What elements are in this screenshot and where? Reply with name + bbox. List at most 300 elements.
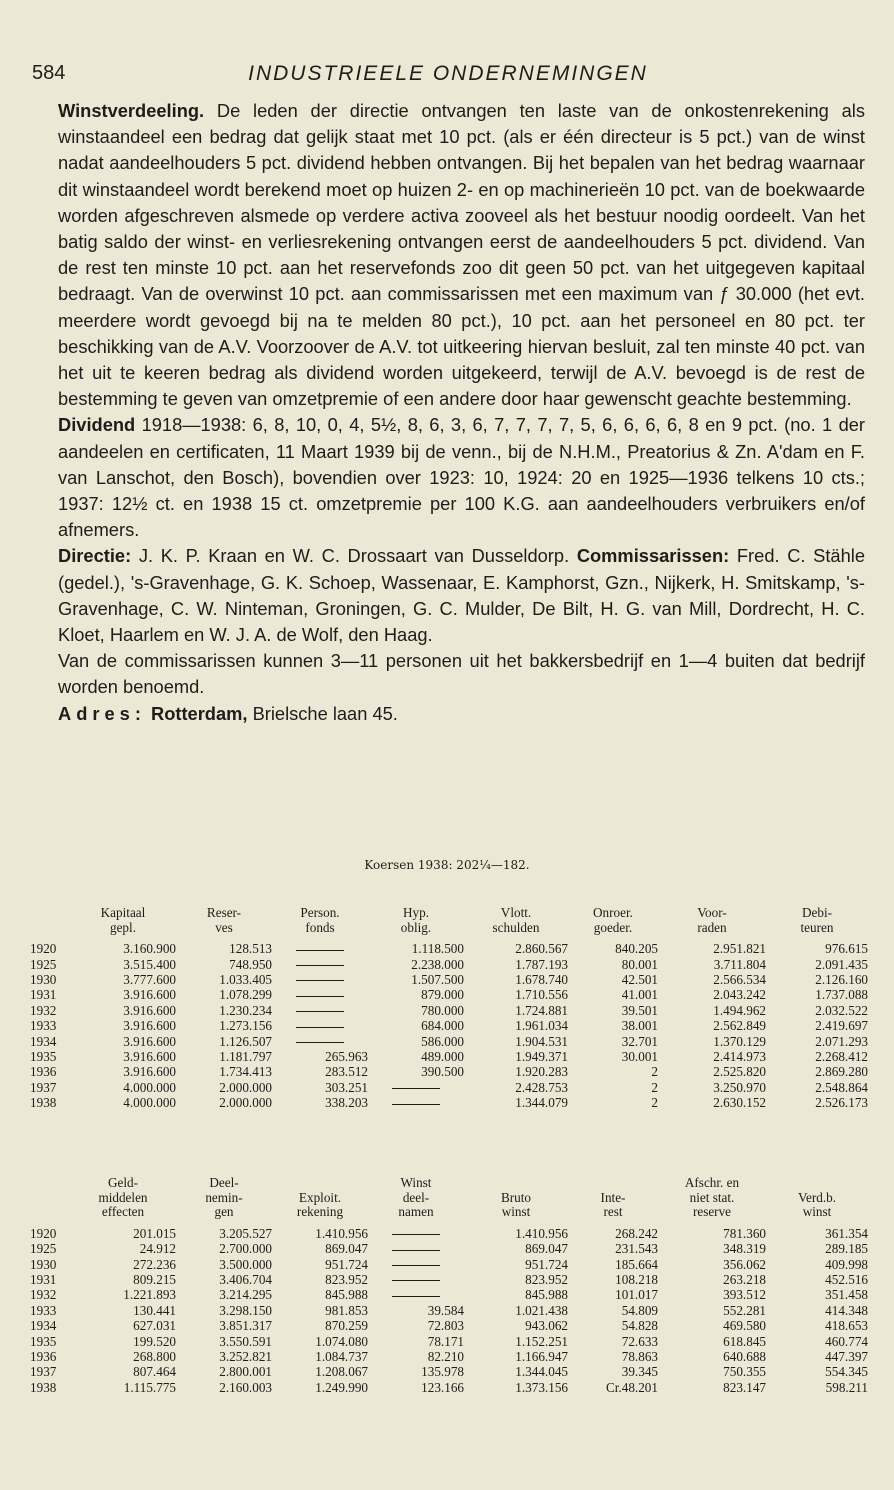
value-cell: 1.410.956: [315, 1225, 368, 1241]
value-cell: 1.370.129: [713, 1033, 766, 1049]
value-cell: 1.074.080: [315, 1333, 368, 1349]
table-header-row: [30, 906, 868, 941]
value-cell: [368, 1287, 464, 1302]
value-cell: 1.249.990: [315, 1379, 368, 1395]
column-header: [658, 1176, 766, 1226]
empty-dash: [392, 1250, 440, 1251]
value-cell: 2.000.000: [219, 1079, 272, 1095]
header-cell: [30, 1176, 70, 1226]
value-cell: 2.419.697: [815, 1018, 868, 1034]
value-cell: 460.774: [825, 1333, 868, 1349]
value-cell: 123.166: [421, 1379, 464, 1395]
value-cell: 618.845: [723, 1333, 766, 1349]
results-table: [30, 1176, 868, 1395]
value-cell: [272, 1018, 368, 1033]
column-header: [368, 906, 464, 941]
value-cell: 201.015: [133, 1225, 176, 1241]
value-cell: 2.238.000: [411, 956, 464, 972]
value-cell: 2.000.000: [219, 1095, 272, 1111]
value-cell: 489.000: [421, 1049, 464, 1065]
body-text: [58, 98, 865, 727]
value-cell: 3.916.600: [123, 987, 176, 1003]
value-cell: 447.397: [825, 1349, 868, 1365]
empty-dash: [296, 980, 344, 981]
value-cell: 2.043.242: [713, 987, 766, 1003]
value-cell: 1.724.881: [515, 1002, 568, 1018]
empty-dash: [296, 1027, 344, 1028]
column-header-line: Winst: [400, 1175, 432, 1190]
column-header-line: effecten: [101, 1204, 145, 1220]
column-header-line: namen: [398, 1204, 434, 1220]
empty-dash: [392, 1280, 440, 1281]
value-cell: 869.047: [525, 1241, 568, 1257]
value-cell: 3.406.704: [219, 1272, 272, 1287]
table-row: [30, 1287, 868, 1302]
value-cell: 3.298.150: [219, 1302, 272, 1318]
column-header-line: Person.: [300, 905, 340, 920]
value-cell: 4.000.000: [123, 1095, 176, 1111]
column-header-line: Reser-: [206, 905, 242, 920]
empty-dash: [296, 1011, 344, 1012]
value-cell: 943.062: [525, 1318, 568, 1334]
column-header-line: goeder.: [593, 919, 633, 935]
value-cell: 3.205.527: [219, 1225, 272, 1241]
table-row: [30, 1080, 868, 1095]
value-cell: 1.949.371: [515, 1049, 568, 1065]
value-cell: 2: [651, 1095, 658, 1111]
value-cell: 2.562.849: [713, 1018, 766, 1034]
value-cell: 32.701: [621, 1033, 658, 1049]
value-cell: 72.633: [621, 1333, 658, 1349]
koersen-line: Koersen 1938: 202¼—182.: [364, 858, 530, 872]
value-cell: 289.185: [825, 1241, 868, 1257]
value-cell: 418.653: [825, 1318, 868, 1334]
value-cell: 390.500: [421, 1064, 464, 1080]
value-cell: 2.071.293: [815, 1033, 868, 1049]
value-cell: 135.978: [421, 1364, 464, 1380]
column-header-line: deel-: [402, 1189, 430, 1205]
value-cell: 199.520: [133, 1333, 176, 1349]
value-cell: 3.916.600: [123, 1049, 176, 1065]
paragraph-text: 1918—1938: 6, 8, 10, 0, 4, 5½, 8, 6, 3, 6, 7, 7, 7, 7, 5, 6, 6, 6, 6, 8 en 9 pct. (no. 1 der aandeelen en certificaten, 11 Maart 1939 bij de venn., bij de N.H.M., Preatorius & Zn. A'dam en F. van Lanschot, den Bosch), bovendien over 1923: 10, 1924: 20 en 1925—1936 telkens 10 cts.; 1937: 12½ ct. en 1938 15 ct. omzetpremie per 100 K.G. aan aandeelhouders verbruikers en/of afnemers.: [58, 414, 865, 541]
value-cell: 845.988: [325, 1287, 368, 1303]
column-header-line: teuren: [800, 919, 834, 935]
table-row: [30, 1226, 868, 1241]
value-cell: 552.281: [723, 1302, 766, 1318]
table-row: [30, 1303, 868, 1318]
empty-dash: [392, 1088, 440, 1089]
year-cell: 1933: [30, 1018, 57, 1034]
value-cell: 1.084.737: [315, 1349, 368, 1365]
column-header: [568, 1176, 658, 1226]
empty-dash: [296, 950, 344, 951]
column-header-line: middelen: [98, 1189, 148, 1205]
value-cell: 38.001: [621, 1018, 658, 1034]
value-cell: 72.803: [427, 1318, 464, 1334]
column-header-line: oblig.: [400, 919, 432, 935]
column-header-line: nemin-: [205, 1189, 243, 1205]
column-header-line: Vlott.: [500, 905, 532, 920]
value-cell: 3.250.970: [713, 1079, 766, 1095]
page-number: 584: [32, 62, 66, 84]
value-cell: 870.259: [325, 1318, 368, 1334]
value-cell: 586.000: [421, 1033, 464, 1049]
value-cell: 3.916.600: [123, 1033, 176, 1049]
column-header-line: raden: [697, 919, 727, 935]
paragraph-winstverdeeling: [58, 98, 865, 412]
value-cell: 627.031: [133, 1318, 176, 1334]
value-cell: [368, 1226, 464, 1241]
column-header-line: Deel-: [209, 1175, 239, 1190]
column-header-line: rest: [603, 1204, 623, 1220]
value-cell: 3.160.900: [123, 941, 176, 957]
value-cell: 268.242: [615, 1225, 658, 1241]
year-cell: 1933: [30, 1302, 57, 1318]
value-cell: 869.047: [325, 1241, 368, 1257]
value-cell: [272, 972, 368, 987]
value-cell: 1.373.156: [515, 1379, 568, 1395]
value-cell: [368, 1272, 464, 1287]
value-cell: 1.678.740: [515, 972, 568, 987]
year-cell: 1931: [30, 987, 57, 1003]
value-cell: 1.221.893: [123, 1287, 176, 1303]
table-row: [30, 1334, 868, 1349]
value-cell: [272, 1034, 368, 1049]
empty-dash: [392, 1296, 440, 1297]
value-cell: 1.344.045: [515, 1364, 568, 1380]
value-cell: 780.000: [421, 1002, 464, 1018]
balance-table: [30, 906, 868, 1111]
value-cell: [272, 941, 368, 956]
value-cell: 2: [651, 1079, 658, 1095]
value-cell: 24.912: [139, 1241, 176, 1257]
value-cell: [368, 1241, 464, 1256]
column-header-line: ves: [215, 919, 233, 935]
year-cell: 1925: [30, 1241, 57, 1257]
column-header-line: [464, 1176, 568, 1191]
value-cell: 951.724: [525, 1256, 568, 1272]
value-cell: 1.737.088: [815, 987, 868, 1003]
value-cell: 3.851.317: [219, 1318, 272, 1334]
value-cell: 1.208.067: [315, 1364, 368, 1380]
table-row: [30, 1318, 868, 1333]
value-cell: 2: [651, 1064, 658, 1080]
value-cell: 2.548.864: [815, 1079, 868, 1095]
paragraph-dividend: [58, 412, 865, 543]
column-header: [568, 906, 658, 941]
value-cell: 2.566.534: [713, 972, 766, 987]
column-header: [176, 1176, 272, 1226]
empty-dash: [296, 965, 344, 966]
value-cell: 39.501: [621, 1002, 658, 1018]
value-cell: 263.218: [723, 1272, 766, 1287]
value-cell: 2.526.173: [815, 1095, 868, 1111]
value-cell: 2.126.160: [815, 972, 868, 987]
value-cell: 1.078.299: [219, 987, 272, 1003]
value-cell: [368, 1080, 464, 1095]
column-header: [464, 906, 568, 941]
value-cell: 1.181.797: [219, 1049, 272, 1065]
value-cell: 185.664: [615, 1256, 658, 1272]
column-header: [70, 1176, 176, 1226]
column-header-line: [568, 1176, 658, 1191]
paragraph-lead: Dividend: [58, 414, 136, 436]
value-cell: 2.951.821: [713, 941, 766, 957]
value-cell: 3.916.600: [123, 1064, 176, 1080]
value-cell: 684.000: [421, 1018, 464, 1034]
value-cell: 393.512: [723, 1287, 766, 1303]
year-cell: 1936: [30, 1349, 57, 1365]
paragraph-text: Brielsche laan 45.: [247, 702, 398, 724]
table-row: [30, 1349, 868, 1364]
value-cell: 2.860.567: [515, 941, 568, 957]
empty-dash: [392, 1104, 440, 1105]
value-cell: 879.000: [421, 987, 464, 1003]
value-cell: [368, 1257, 464, 1272]
value-cell: 1.344.079: [515, 1095, 568, 1111]
value-cell: 452.516: [825, 1272, 868, 1287]
paragraph-text: Van de commissarissen kunnen 3—11 personen uit het bakkersbedrijf en 1—4 buiten dat bedrijf worden benoemd.: [58, 650, 865, 698]
value-cell: 823.147: [723, 1379, 766, 1395]
value-cell: 1.920.283: [515, 1064, 568, 1080]
empty-dash: [392, 1265, 440, 1266]
value-cell: 2.160.003: [219, 1379, 272, 1395]
table-row: [30, 1380, 868, 1395]
value-cell: 2.428.753: [515, 1079, 568, 1095]
value-cell: 414.348: [825, 1302, 868, 1318]
empty-dash: [392, 1234, 440, 1235]
empty-dash: [296, 996, 344, 997]
value-cell: [368, 1095, 464, 1110]
value-cell: 101.017: [615, 1287, 658, 1303]
column-header-line: Onroer.: [593, 905, 633, 920]
year-cell: 1920: [30, 941, 57, 957]
value-cell: 272.236: [133, 1256, 176, 1272]
value-cell: 82.210: [427, 1349, 464, 1365]
empty-dash: [296, 1042, 344, 1043]
paragraph-lead: Commissarissen:: [576, 545, 730, 567]
value-cell: 2.869.280: [815, 1064, 868, 1080]
value-cell: 2.268.412: [815, 1049, 868, 1065]
value-cell: 1.021.438: [515, 1302, 568, 1318]
value-cell: 1.273.156: [219, 1018, 272, 1034]
value-cell: [272, 987, 368, 1002]
table-row: [30, 1257, 868, 1272]
value-cell: 1.118.500: [411, 941, 464, 957]
year-cell: 1937: [30, 1364, 57, 1380]
year-cell: 1938: [30, 1095, 57, 1111]
value-cell: 283.512: [325, 1064, 368, 1080]
value-cell: 108.218: [615, 1272, 658, 1287]
value-cell: 356.062: [723, 1256, 766, 1272]
value-cell: 3.515.400: [123, 956, 176, 972]
value-cell: 3.500.000: [219, 1256, 272, 1272]
year-cell: 1934: [30, 1318, 57, 1334]
value-cell: 807.464: [133, 1364, 176, 1380]
value-cell: 1.961.034: [515, 1018, 568, 1034]
value-cell: 39.584: [427, 1302, 464, 1318]
value-cell: 78.863: [621, 1349, 658, 1365]
paragraph-lead: Directie:: [58, 545, 132, 567]
year-cell: 1936: [30, 1064, 57, 1080]
column-header-line: Verd.b.: [797, 1189, 837, 1205]
year-cell: 1937: [30, 1079, 57, 1095]
column-header-line: Bruto: [500, 1189, 532, 1205]
value-cell: 128.513: [229, 941, 272, 957]
year-cell: 1932: [30, 1002, 57, 1018]
table-row: [30, 972, 868, 987]
value-cell: 1.126.507: [219, 1033, 272, 1049]
paragraph-adres: [58, 701, 865, 727]
column-header: [272, 1176, 368, 1226]
value-cell: 41.001: [621, 987, 658, 1003]
value-cell: 3.711.804: [713, 956, 766, 972]
paragraph-directie: [58, 543, 865, 648]
value-cell: 409.998: [825, 1256, 868, 1272]
value-cell: 265.963: [325, 1049, 368, 1065]
column-header: [368, 1176, 464, 1226]
value-cell: 3.214.295: [219, 1287, 272, 1303]
year-cell: 1938: [30, 1379, 57, 1395]
value-cell: 1.904.531: [515, 1033, 568, 1049]
column-header-line: reserve: [692, 1204, 732, 1220]
column-header-line: rekening: [296, 1204, 344, 1220]
value-cell: 3.777.600: [123, 972, 176, 987]
column-header-line: Geld-: [107, 1175, 139, 1190]
value-cell: 781.360: [723, 1225, 766, 1241]
column-header-line: gepl.: [109, 919, 136, 935]
column-header-line: [766, 1176, 868, 1191]
column-header-line: Hyp.: [402, 905, 429, 920]
year-cell: 1934: [30, 1033, 57, 1049]
value-cell: 2.414.973: [713, 1049, 766, 1065]
header-cell: [30, 906, 70, 941]
table-row: [30, 941, 868, 956]
year-cell: 1935: [30, 1333, 57, 1349]
value-cell: 1.787.193: [515, 956, 568, 972]
column-header-line: schulden: [492, 919, 540, 935]
value-cell: 338.203: [325, 1095, 368, 1111]
value-cell: Cr.48.201: [605, 1379, 658, 1395]
column-header-line: winst: [802, 1204, 832, 1220]
value-cell: [272, 957, 368, 972]
table-row: [30, 957, 868, 972]
paragraph-commissarissen: [58, 648, 865, 700]
value-cell: 823.952: [525, 1272, 568, 1287]
column-header: [766, 906, 868, 941]
value-cell: 554.345: [825, 1364, 868, 1380]
column-header-line: Debi-: [801, 905, 833, 920]
value-cell: 1.166.947: [515, 1349, 568, 1365]
value-cell: 54.809: [621, 1302, 658, 1318]
value-cell: 469.580: [723, 1318, 766, 1334]
value-cell: 351.458: [825, 1287, 868, 1303]
value-cell: 1.115.775: [123, 1379, 176, 1395]
value-cell: 809.215: [133, 1272, 176, 1287]
column-header-line: gen: [214, 1204, 234, 1220]
value-cell: 1.734.413: [219, 1064, 272, 1080]
table-row: [30, 1095, 868, 1110]
column-header-line: Inte-: [600, 1189, 626, 1205]
table-header-row: [30, 1176, 868, 1226]
column-header-line: Kapitaal: [100, 905, 146, 920]
year-cell: 1930: [30, 972, 57, 987]
column-header: [766, 1176, 868, 1226]
column-header: [70, 906, 176, 941]
column-header: [176, 906, 272, 941]
year-cell: 1920: [30, 1225, 57, 1241]
value-cell: 1.152.251: [515, 1333, 568, 1349]
year-cell: 1931: [30, 1272, 57, 1287]
value-cell: 1.710.556: [515, 987, 568, 1003]
table-row: [30, 1064, 868, 1079]
value-cell: 2.525.820: [713, 1064, 766, 1080]
page-header: [32, 62, 864, 88]
value-cell: 348.319: [723, 1241, 766, 1257]
column-header-line: fonds: [305, 919, 335, 935]
running-title: INDUSTRIEELE ONDERNEMINGEN: [248, 62, 648, 85]
column-header-line: Afschr. en: [684, 1175, 740, 1190]
value-cell: 750.355: [723, 1364, 766, 1380]
table-row: [30, 987, 868, 1002]
column-header: [272, 906, 368, 941]
value-cell: 3.550.591: [219, 1333, 272, 1349]
value-cell: 640.688: [723, 1349, 766, 1365]
column-header-line: Voor-: [697, 905, 727, 920]
value-cell: 1.230.234: [219, 1002, 272, 1018]
column-header-line: niet stat.: [689, 1189, 735, 1205]
table-row: [30, 1272, 868, 1287]
value-cell: 80.001: [621, 956, 658, 972]
table-row: [30, 1003, 868, 1018]
value-cell: [272, 1003, 368, 1018]
year-cell: 1930: [30, 1256, 57, 1272]
year-cell: 1932: [30, 1287, 57, 1303]
value-cell: 2.800.001: [219, 1364, 272, 1380]
table-row: [30, 1018, 868, 1033]
value-cell: 2.700.000: [219, 1241, 272, 1257]
table-row: [30, 1034, 868, 1049]
column-header-line: winst: [501, 1204, 531, 1220]
value-cell: 2.091.435: [815, 956, 868, 972]
value-cell: 2.630.152: [713, 1095, 766, 1111]
value-cell: 748.950: [229, 956, 272, 972]
value-cell: 2.032.522: [815, 1002, 868, 1018]
year-cell: 1925: [30, 956, 57, 972]
column-header-line: Exploit.: [298, 1189, 342, 1205]
address-city: Rotterdam,: [145, 702, 248, 724]
value-cell: 1.494.962: [713, 1002, 766, 1018]
column-header-line: [272, 1176, 368, 1191]
value-cell: 303.251: [325, 1079, 368, 1095]
table-row: [30, 1364, 868, 1379]
value-cell: 4.000.000: [123, 1079, 176, 1095]
value-cell: 1.410.956: [515, 1225, 568, 1241]
paragraph-text: J. K. P. Kraan en W. C. Drossaart van Dusseldorp.: [131, 545, 577, 567]
paragraph-text: De leden der directie ontvangen ten laste van de onkostenrekening als winstaandeel een bedrag dat gelijk staat met 10 pct. (als er één directeur is 5 pct.) van de winst nadat aandeelhouders 5 pct. dividend hebben ontvangen. Bij het bepalen van het bedrag waarnaar dit winstaandeel wordt berekend moet op huizen 2- en op machinerieën 10 pct. van de boekwaarde worden afgeschreven alsmede op verdere activa zooveel als het bestuur noodig oordeelt. Van het batig saldo der winst- en verliesrekening ontvangen eerst de aandeelhouders 5 pct. dividend. Van de rest ten minste 10 pct. aan het reservefonds zoo dit geen 50 pct. van het uitgegeven kapitaal bedraagt. Van de overwinst 10 pct. aan commissarissen met een maximum van ƒ 30.000 (het evt. meerdere wordt gevoegd bij na te melden 80 pct.), 10 pct. aan het personeel en 80 pct. ter beschikking van de A.V. Voorzoover de A.V. tot uitkeering hiervan besluit, zal ten minste 40 pct. van het uit te keeren bedrag als dividend worden uitgekeerd, terwijl de A.V. bevoegd is de rest de bestemming te geven van omzetpremie of een andere door haar gewenscht geachte bestemming.: [58, 100, 865, 410]
year-cell: 1935: [30, 1049, 57, 1065]
value-cell: 951.724: [325, 1256, 368, 1272]
column-header: [658, 906, 766, 941]
value-cell: 3.916.600: [123, 1002, 176, 1018]
value-cell: 30.001: [621, 1049, 658, 1065]
value-cell: 54.828: [621, 1318, 658, 1334]
value-cell: 840.205: [615, 941, 658, 957]
column-header: [464, 1176, 568, 1226]
value-cell: 231.543: [615, 1241, 658, 1257]
table-row: [30, 1049, 868, 1064]
value-cell: 3.252.821: [219, 1349, 272, 1365]
